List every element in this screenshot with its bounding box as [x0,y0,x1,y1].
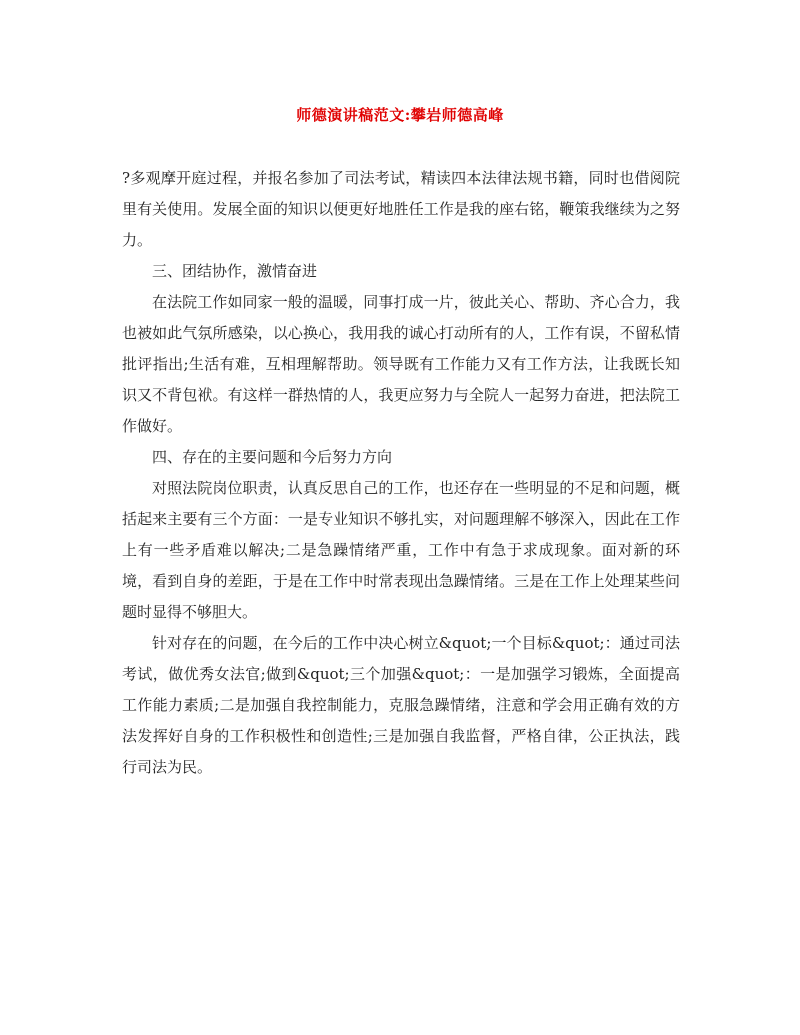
document-title: 师德演讲稿范文:攀岩师德高峰 [296,106,504,124]
body-paragraph: ?多观摩开庭过程，并报名参加了司法考试，精读四本法律法规书籍，同时也借阅院里有关使用。发展全面的知识以便更好地胜任工作是我的座右铭，鞭策我继续为之努力。 [122,169,680,249]
section-heading: 三、团结协作，激情奋进 [152,262,318,280]
body-paragraph: 对照法院岗位职责，认真反思自己的工作，也还存在一些明显的不足和问题，概括起来主要有三个方面：一是专业知识不够扎实，对问题理解不够深入，因此在工作上有一些矛盾难以解决;二是急躁情绪严重，工作中有急于求成现象。面对新的环境，看到自身的差距，于是在工作中时常表现出急躁情绪。三是在工作上处理某些问题时显得不够胆大。 [122,479,680,621]
body-paragraph: 在法院工作如同家一般的温暖，同事打成一片，彼此关心、帮助、齐心合力，我也被如此气氛所感染，以心换心，我用我的诚心打动所有的人，工作有误，不留私情批评指出;生活有难，互相理解帮助。领导既有工作能力又有工作方法，让我既长知识又不背包袱。有这样一群热情的人，我更应努力与全院人一起努力奋进，把法院工作做好。 [122,293,680,435]
section-heading: 四、存在的主要问题和今后努力方向 [152,448,393,466]
document-body [122,163,680,783]
body-paragraph: 针对存在的问题，在今后的工作中决心树立&quot;一个目标&quot;：通过司法考试，做优秀女法官;做到&quot;三个加强&quot;：一是加强学习锻炼，全面提高工作能力素质;二是加强自我控制能力，克服急躁情绪，注意和学会用正确有效的方法发挥好自身的工作积极性和创造性;三是加强自我监督，严格自律，公正执法，践行司法为民。 [122,634,680,776]
